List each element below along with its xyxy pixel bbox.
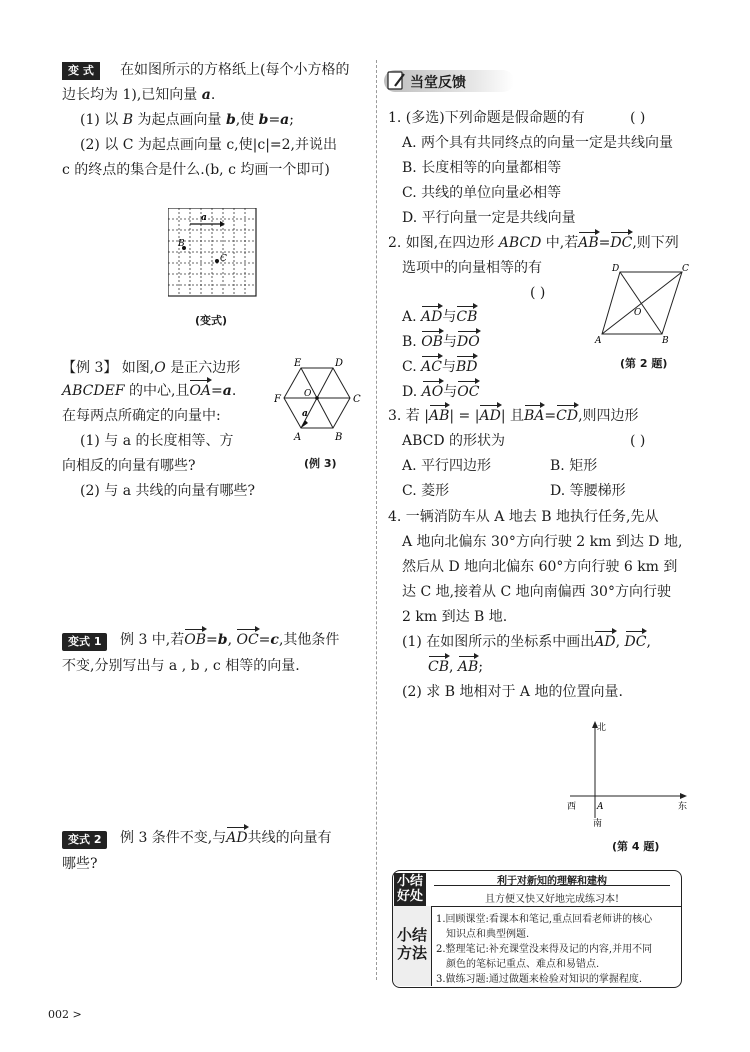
para-label-D: D: [612, 264, 620, 274]
q4-line-4: 达 C 地,接着从 C 地向南偏西 30°方向行驶: [402, 584, 671, 600]
point-C: [215, 259, 219, 263]
variant2-line-2: 哪些?: [62, 856, 98, 872]
axis-south: 南: [593, 819, 603, 829]
variant2-tag: 变式 2: [62, 831, 107, 849]
q2-option-D: D. AO与OC: [402, 384, 480, 400]
q3-option-C: C. 菱形: [402, 483, 450, 499]
label-B: B: [178, 239, 185, 249]
q1-paren: ( ): [630, 110, 646, 126]
q2-option-C: C. AC与BD: [402, 359, 478, 375]
hex-label-C: C: [353, 394, 361, 405]
q1-option-C: C. 共线的单位向量必相等: [402, 185, 562, 201]
variant-tag: 变 式: [62, 62, 100, 80]
hex-label-B: B: [335, 432, 343, 443]
q1-stem: 1. (多选)下列命题是假命题的有: [388, 110, 585, 126]
benefit-title: 利于对新知的理解和建构: [497, 876, 607, 887]
para-label-C: C: [682, 264, 689, 274]
hex-label-D: D: [335, 358, 344, 369]
hex-label-a: a: [302, 409, 308, 419]
variant1-line-2: 不变,分别写出与 a , b , c 相等的向量.: [62, 658, 300, 674]
variant1-line-1: 例 3 中,若OB=b, OC=c,其他条件: [120, 632, 340, 648]
grid-figure: [168, 208, 264, 300]
example3-line-5: 向相反的向量有哪些?: [62, 458, 196, 474]
summary-method-label: 小结 方法: [396, 926, 427, 962]
q3-line-2: ABCD 的形状为: [402, 433, 506, 449]
summary-vline: [431, 906, 432, 986]
q4-line-2: A 地向北偏东 30°方向行驶 2 km 到达 D 地,: [402, 534, 683, 550]
method-2a: 2.整理笔记:补充课堂没来得及记的内容,并用不同: [436, 944, 653, 955]
benefit-rule: [434, 885, 670, 886]
q3-paren: ( ): [630, 433, 646, 449]
example3-line-2: ABCDEF 的中心,且OA=a.: [62, 383, 237, 399]
axis-north: 北: [597, 723, 607, 733]
q3-option-D: D. 等腰梯形: [550, 483, 626, 499]
axis-west: 西: [567, 802, 577, 812]
variant2-line-1: 例 3 条件不变,与AD共线的向量有: [120, 830, 332, 846]
column-divider: [376, 60, 377, 980]
example3-line-1: 【例 3】 如图,O 是正六边形: [62, 360, 241, 376]
example3-caption: (例 3): [304, 457, 337, 470]
summary-benefit-label: 小结 好处: [394, 873, 426, 906]
variant-line-3: (1) 以 B 为起点画向量 b,使 b=a;: [80, 112, 294, 128]
q2-option-A: A. AD与CB: [402, 309, 478, 325]
q3-option-A: A. 平行四边形: [402, 458, 492, 474]
method-1b: 知识点和典型例题.: [446, 929, 530, 940]
hex-label-E: E: [294, 358, 302, 369]
method-3: 3.做练习题:通过做题来检验对知识的掌握程度.: [436, 974, 643, 985]
example3-line-4: (1) 与 a 的长度相等、方: [80, 433, 234, 449]
section-title: 当堂反馈: [410, 75, 466, 91]
q2-line-1: 2. 如图,在四边形 ABCD 中,若AB=DC,则下列: [388, 235, 679, 251]
parallelogram-figure: [590, 262, 690, 344]
page-number: 002 >: [48, 1008, 82, 1021]
hexagon-figure: [274, 356, 370, 448]
axis-origin: A: [597, 802, 604, 812]
method-2b: 颜色的笔标记重点、难点和易错点.: [446, 959, 600, 970]
axis-east: 东: [678, 802, 688, 812]
q1-option-D: D. 平行向量一定是共线向量: [402, 210, 576, 226]
label-a: a: [201, 213, 207, 223]
example3-line-6: (2) 与 a 共线的向量有哪些?: [80, 483, 256, 499]
q1-option-A: A. 两个具有共同终点的向量一定是共线向量: [402, 135, 674, 151]
variant1-tag: 变式 1: [62, 633, 107, 651]
para-label-A: A: [595, 336, 602, 344]
hex-label-F: F: [274, 394, 281, 405]
method-1a: 1.回顾课堂:看课本和笔记,重点回看老师讲的核心: [436, 914, 653, 925]
variant-line-5: c 的终点的集合是什么.(b, c 均画一个即可): [62, 162, 330, 178]
q2-option-B: B. OB与DO: [402, 334, 480, 350]
hex-label-O: O: [304, 389, 312, 399]
para-label-B: B: [662, 336, 669, 344]
variant-line-1: 在如图所示的方格纸上(每个小方格的: [120, 62, 350, 78]
q4-line-5: 2 km 到达 B 地.: [402, 609, 508, 625]
q4-line-1: 4. 一辆消防车从 A 地去 B 地执行任务,先从: [388, 509, 659, 525]
q4-sub-1: (1) 在如图所示的坐标系中画出AD, DC,: [402, 634, 651, 650]
q1-option-B: B. 长度相等的向量都相等: [402, 160, 562, 176]
variant-line-2: 边长均为 1),已知向量 a.: [62, 87, 216, 103]
q4-sub-2: (2) 求 B 地相对于 A 地的位置向量.: [402, 684, 623, 700]
q4-sub-1-cont: CB, AB;: [428, 659, 484, 675]
hex-label-A: A: [294, 432, 302, 443]
q4-line-3: 然后从 D 地向北偏东 60°方向行驶 6 km 到: [402, 559, 678, 575]
summary-divider: [393, 906, 681, 907]
para-label-O: O: [634, 308, 642, 318]
q4-caption: (第 4 题): [612, 840, 660, 853]
q3-option-B: B. 矩形: [550, 458, 598, 474]
benefit-subtitle: 且方便又快又好地完成练习本!: [484, 894, 620, 905]
coordinate-figure: [560, 718, 700, 830]
q2-line-2: 选项中的向量相等的有: [402, 260, 542, 276]
q2-caption: (第 2 题): [620, 357, 668, 370]
q3-line-1: 3. 若 |AB| = |AD| 且BA=CD,则四边形: [388, 408, 639, 424]
example3-line-3: 在每两点所确定的向量中:: [62, 408, 221, 424]
label-C: C: [220, 254, 227, 264]
variant-caption: (变式): [195, 314, 228, 327]
q2-paren: ( ): [530, 285, 546, 301]
pencil-icon: [386, 70, 408, 92]
variant-line-4: (2) 以 C 为起点画向量 c,使|c|=2,并说出: [80, 137, 337, 153]
